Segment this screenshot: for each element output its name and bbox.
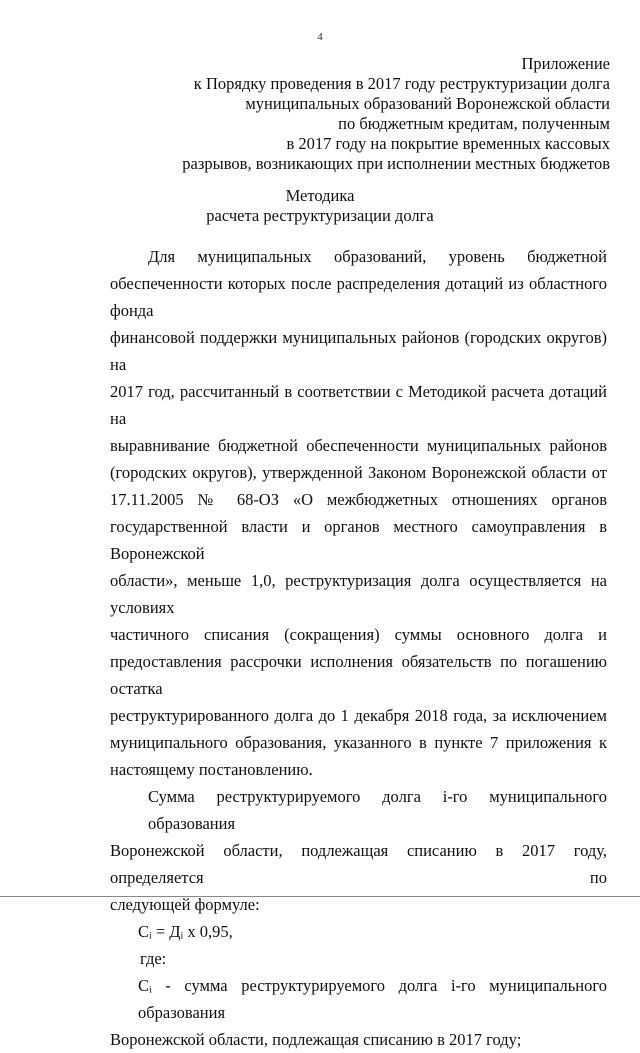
definition (110, 972, 607, 1053)
paragraph-2 (110, 783, 607, 918)
title-line-2: расчета реструктуризации долга (206, 206, 434, 225)
appendix-line: в 2017 году на покрытие временных кассовых (286, 134, 610, 153)
paragraph-line: Для муниципальных образований, уровень бюджетной (148, 247, 607, 266)
paragraph-line: предоставления рассрочки исполнения обязательств по погашению остатка (110, 652, 607, 698)
appendix-line: муниципальных образований Воронежской области (245, 94, 610, 113)
appendix-line: разрывов, возникающих при исполнении местных бюджетов (182, 154, 610, 173)
paragraph-line: 2017 год, рассчитанный в соответствии с Методикой расчета дотаций на (110, 382, 607, 428)
where-label: где: (140, 949, 167, 968)
paragraph-1 (110, 243, 607, 783)
paragraph-line: обеспеченности которых после распределения дотаций из областного фонда (110, 274, 607, 320)
appendix-line: к Порядку проведения в 2017 году реструктуризации долга (193, 74, 610, 93)
appendix-header (170, 54, 610, 174)
title-line-1: Методика (285, 186, 355, 205)
paragraph-line: настоящему постановлению. (110, 760, 313, 779)
paragraph-line: Воронежской области, подлежащая списанию в 2017 году, определяется по (110, 841, 607, 887)
appendix-line: по бюджетным кредитам, полученным (338, 114, 610, 133)
paragraph-line: государственной власти и органов местного самоуправления в Воронежской (110, 517, 607, 563)
definition-line: Воронежской области, подлежащая списанию в 2017 году; (110, 1030, 522, 1049)
paragraph-line: следующей формуле: (110, 895, 260, 914)
paragraph-line: муниципального образования, указанного в пункте 7 приложения к (110, 733, 607, 752)
formula: Cᵢ = Дᵢ х 0,95, (138, 922, 233, 941)
paragraph-line: 17.11.2005 № 68-ОЗ «О межбюджетных отношениях органов (110, 490, 607, 509)
paragraph-line: частичного списания (сокращения) суммы основного долга и (110, 625, 607, 644)
paragraph-line: выравнивание бюджетной обеспеченности муниципальных районов (110, 436, 607, 455)
paragraph-line: реструктурированного долга до 1 декабря 2018 года, за исключением (110, 706, 607, 725)
paragraph-line: области», меньше 1,0, реструктуризация долга осуществляется на условиях (110, 571, 607, 617)
page-number: 4 (317, 31, 323, 43)
definition-line: Cᵢ - сумма реструктурируемого долга i-го муниципального образования (138, 976, 607, 1022)
document-title (0, 186, 640, 226)
appendix-line: Приложение (521, 54, 610, 73)
paragraph-line: финансовой поддержки муниципальных районов (городских округов) на (110, 328, 607, 374)
page-bottom-edge (0, 896, 640, 897)
document-body (110, 243, 607, 1053)
paragraph-line: (городских округов), утвержденной Законом Воронежской области от (110, 463, 607, 482)
paragraph-line: Сумма реструктурируемого долга i-го муниципального образования (148, 787, 607, 833)
